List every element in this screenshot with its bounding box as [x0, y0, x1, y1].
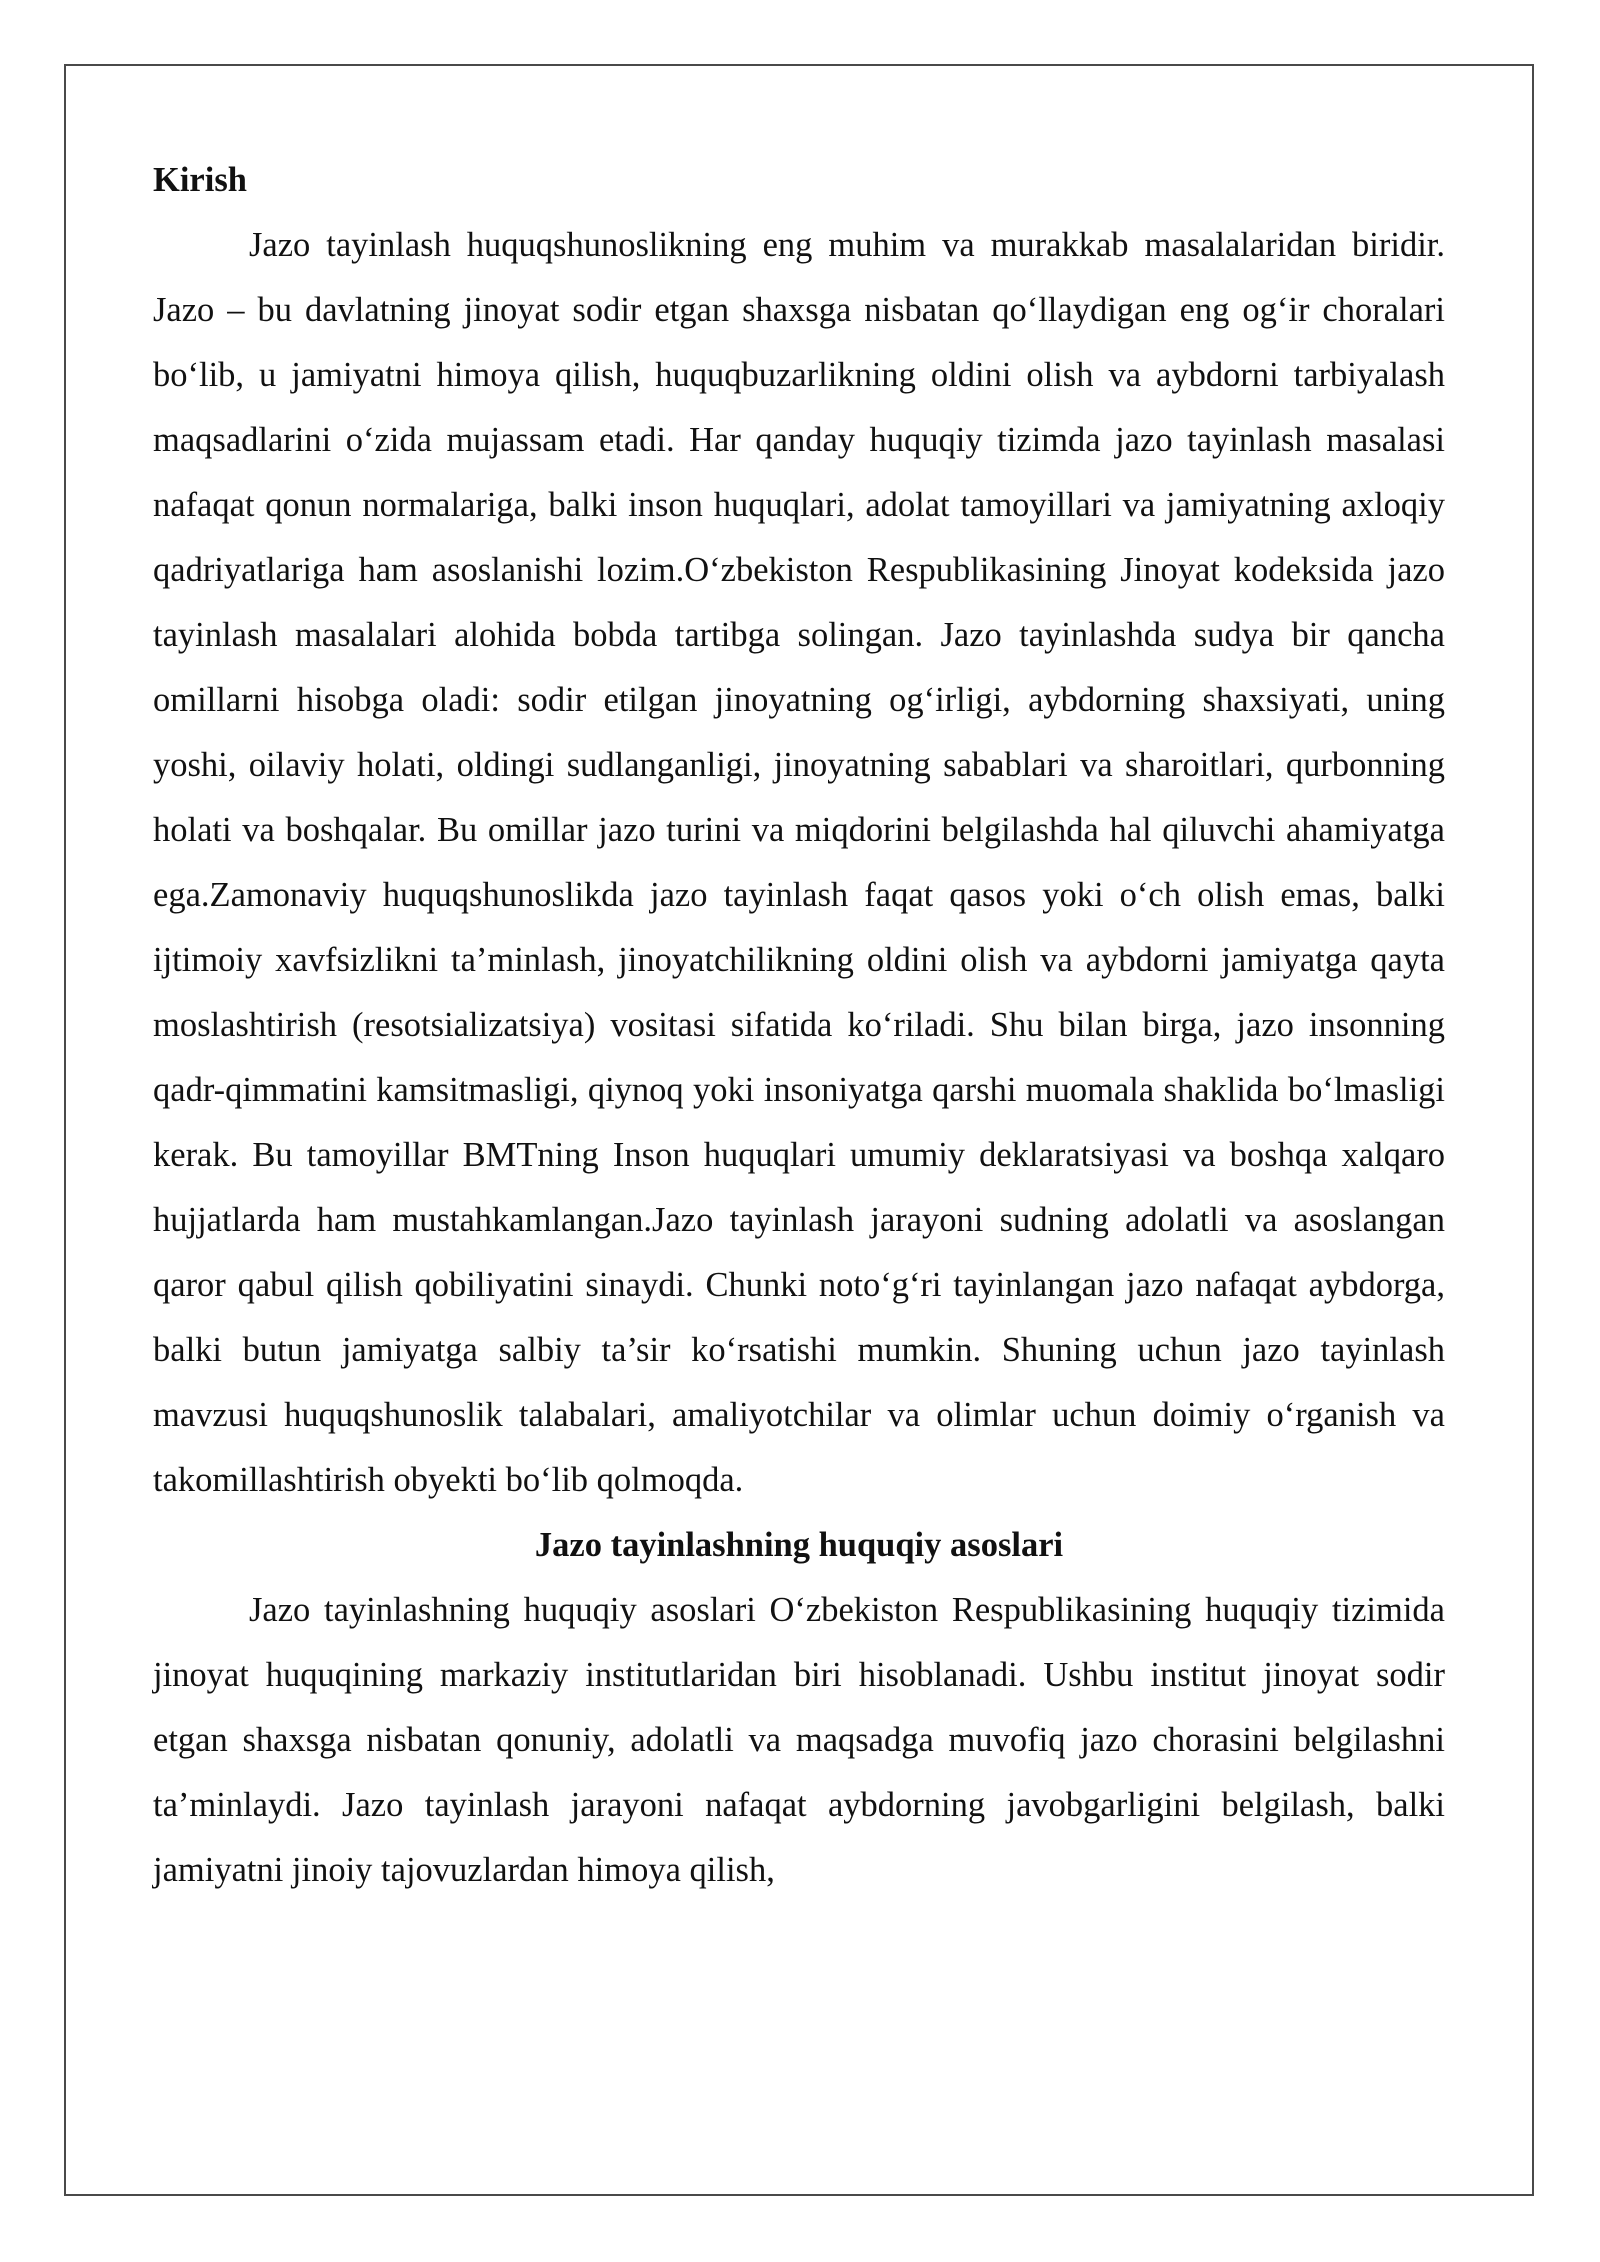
intro-paragraph: Jazo tayinlash huquqshunoslikning eng muhim va murakkab masalalaridan biridir. Jazo – bu davlatning jinoyat sodir etgan shaxsga nisbatan qo‘llaydigan eng og‘ir choralari bo‘lib, u jamiyatni himoya qilish, huquqbuzarlikning oldini olish va aybdorni tarbiyalash maqsadlarini o‘zida mujassam etadi. Har qanday huquqiy tizimda jazo tayinlash masalasi nafaqat qonun normalariga, balki inson huquqlari, adolat tamoyillari va jamiyatning axloqiy qadriyatlariga ham asoslanishi lozim.O‘zbekiston Respublikasining Jinoyat kodeksida jazo tayinlash masalalari alohida bobda tartibga solingan. Jazo tayinlashda sudya bir qancha omillarni hisobga oladi: sodir etilgan jinoyatning og‘irligi, aybdorning shaxsiyati, uning yoshi, oilaviy holati, oldingi sudlanganligi, jinoyatning sabablari va sharoitlari, qurbonning holati va boshqalar. Bu omillar jazo turini va miqdorini belgilashda hal qiluvchi ahamiyatga ega.Zamonaviy huquqshunoslikda jazo tayinlash faqat qasos yoki o‘ch olish emas, balki ijtimoiy xavfsizlikni ta’minlash, jinoyatchilikning oldini olish va aybdorni jamiyatga qayta moslashtirish (resotsializatsiya) vositasi sifatida ko‘riladi. Shu bilan birga, jazo insonning qadr-qimmatini kamsitmasligi, qiynoq yoki insoniyatga qarshi muomala shaklida bo‘lmasligi kerak. Bu tamoyillar BMTning Inson huquqlari umumiy deklaratsiyasi va boshqa xalqaro hujjatlarda ham mustahkamlangan.Jazo tayinlash jarayoni sudning adolatli va asoslangan qaror qabul qilish qobiliyatini sinaydi. Chunki noto‘g‘ri tayinlangan jazo nafaqat aybdorga, balki butun jamiyatga salbiy ta’sir ko‘rsatishi mumkin. Shuning uchun jazo tayinlash mavzusi huquqshunoslik talabalari, amaliyotchilar va olimlar uchun doimiy o‘rganish va takomillashtirish obyekti bo‘lib qolmoqda. — [153, 226, 1445, 1499]
section-paragraph: Jazo tayinlashning huquqiy asoslari O‘zbekiston Respublikasining huquqiy tizimida jinoyat huquqining markaziy institutlaridan biri hisoblanadi. Ushbu institut jinoyat sodir etgan shaxsga nisbatan qonuniy, adolatli va maqsadga muvofiq jazo chorasini belgilashni ta’minlaydi. Jazo tayinlash jarayoni nafaqat aybdorning javobgarligini belgilash, balki jamiyatni jinoiy tajovuzlardan himoya qilish, — [153, 1591, 1445, 1889]
section-heading: Jazo tayinlashning huquqiy asoslari — [534, 1526, 1064, 1564]
document-heading: Kirish — [153, 161, 247, 199]
document-body — [153, 148, 1445, 1903]
